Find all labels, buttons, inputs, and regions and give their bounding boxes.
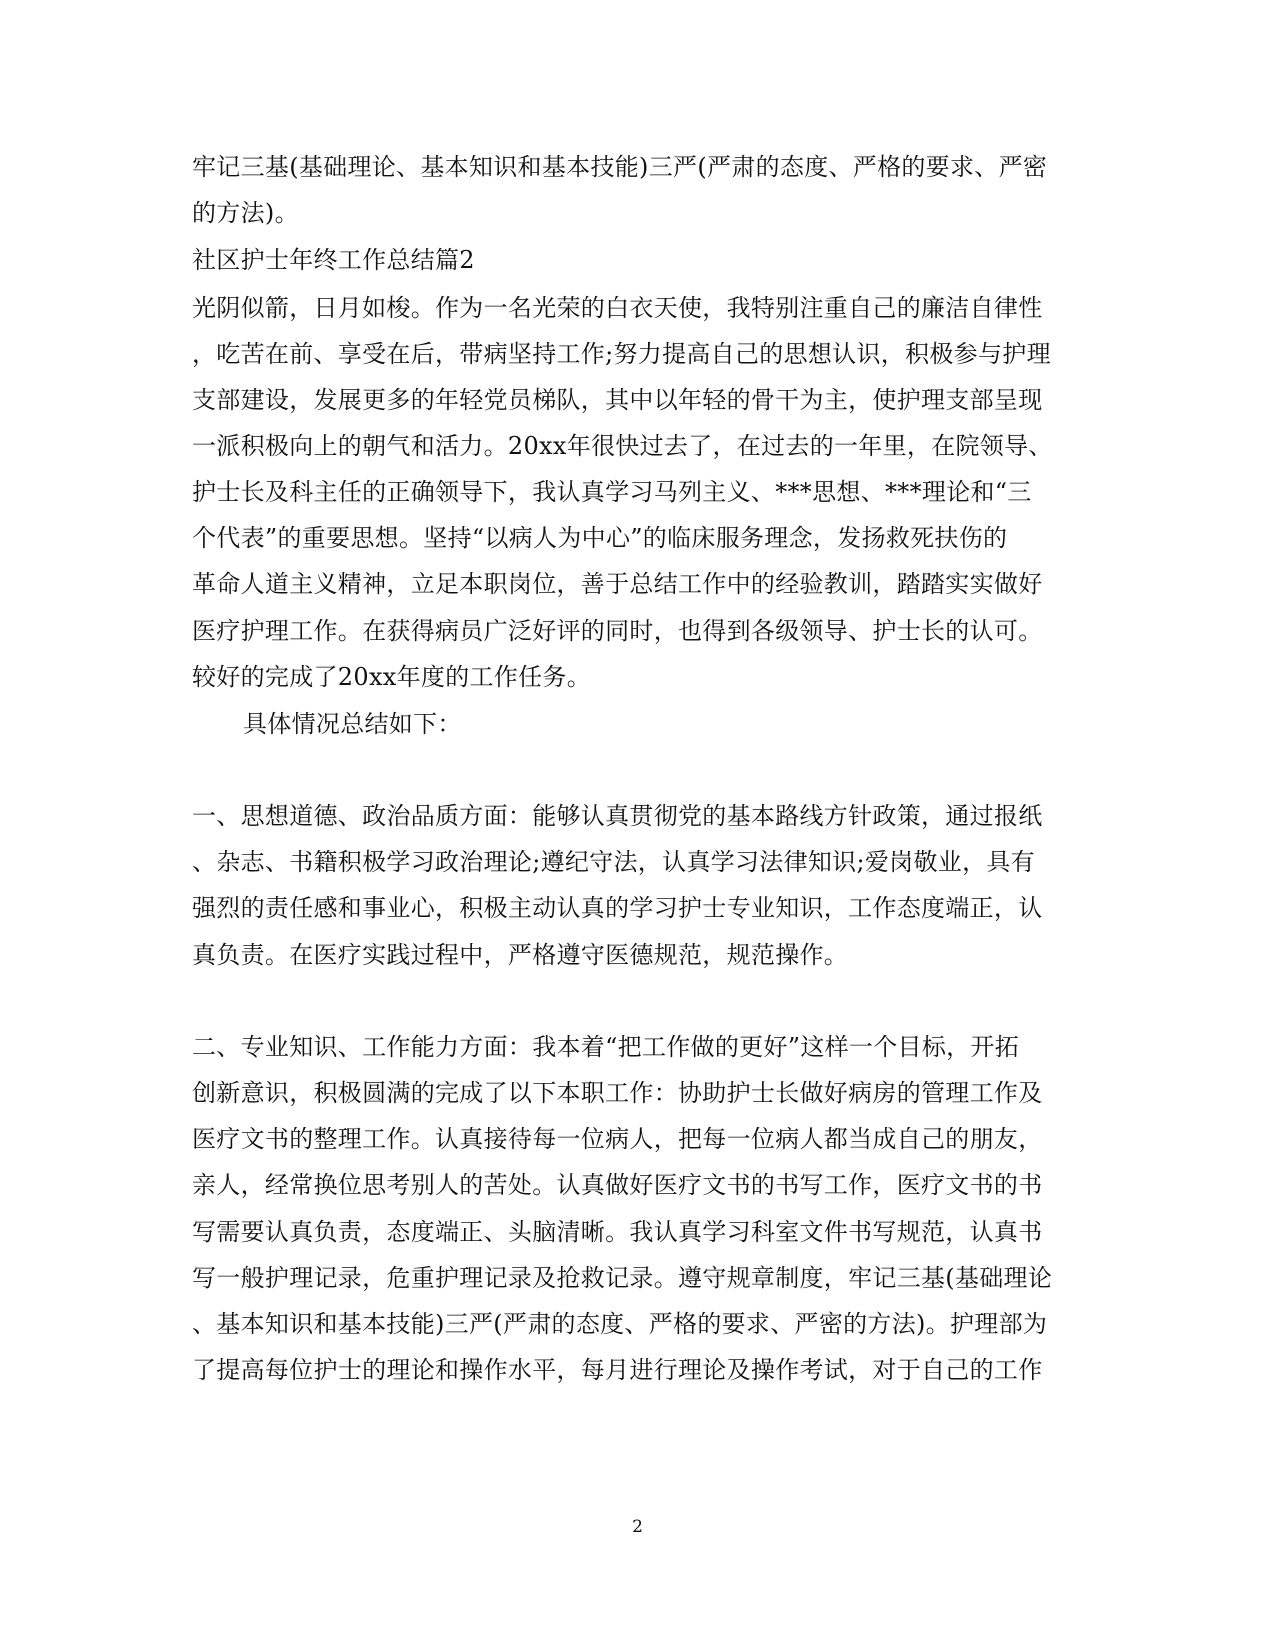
section-heading: 社区护士年终工作总结篇2 — [192, 246, 475, 274]
text-line: 了提高每位护士的理论和操作水平，每月进行理论及操作考试，对于自己的工作 — [192, 1356, 1043, 1384]
text-line: 、杂志、书籍积极学习政治理论;遵纪守法，认真学习法律知识;爱岗敬业，具有 — [192, 848, 1035, 876]
text-line: 护士长及科主任的正确领导下，我认真学习马列主义、***思想、***理论和“三 — [192, 478, 1032, 506]
text-line: 写一般护理记录，危重护理记录及抢救记录。遵守规章制度，牢记三基(基础理论 — [192, 1264, 1053, 1292]
text-line: 亲人，经常换位思考别人的苦处。认真做好医疗文书的书写工作，医疗文书的书 — [192, 1171, 1043, 1199]
text-line: 革命人道主义精神，立足本职岗位，善于总结工作中的经验教训，踏踏实实做好 — [192, 570, 1043, 598]
text-line: 具体情况总结如下： — [243, 710, 462, 738]
page-number: 2 — [632, 1517, 643, 1537]
text-line: 较好的完成了20xx年度的工作任务。 — [192, 663, 592, 691]
text-line: 牢记三基(基础理论、基本知识和基本技能)三严(严肃的态度、严格的要求、严密 — [192, 153, 1048, 181]
text-line: 二、专业知识、工作能力方面：我本着“把工作做的更好”这样一个目标，开拓 — [192, 1033, 1020, 1061]
text-line: 一派积极向上的朝气和活力。20xx年很快过去了，在过去的一年里，在院领导、 — [192, 432, 1053, 460]
text-line: 支部建设，发展更多的年轻党员梯队，其中以年轻的骨干为主，使护理支部呈现 — [192, 386, 1043, 414]
text-line: 光阴似箭，日月如梭。作为一名光荣的白衣天使，我特别注重自己的廉洁自律性 — [192, 294, 1043, 322]
text-line: 医疗文书的整理工作。认真接待每一位病人，把每一位病人都当成自己的朋友， — [192, 1125, 1043, 1153]
text-line: ，吃苦在前、享受在后，带病坚持工作;努力提高自己的思想认识，积极参与护理 — [192, 340, 1051, 368]
text-line: 一、思想道德、政治品质方面：能够认真贯彻党的基本路线方针政策，通过报纸 — [192, 802, 1043, 830]
text-line: 的方法)。 — [192, 199, 299, 227]
text-line: 强烈的责任感和事业心，积极主动认真的学习护士专业知识，工作态度端正，认 — [192, 894, 1043, 922]
text-line: 医疗护理工作。在获得病员广泛好评的同时，也得到各级领导、护士长的认可。 — [192, 617, 1043, 645]
text-line: 、基本知识和基本技能)三严(严肃的态度、严格的要求、严密的方法)。护理部为 — [192, 1310, 1048, 1338]
text-line: 真负责。在医疗实践过程中，严格遵守医德规范，规范操作。 — [192, 941, 849, 969]
text-line: 写需要认真负责，态度端正、头脑清晰。我认真学习科室文件书写规范，认真书 — [192, 1218, 1043, 1246]
text-line: 创新意识，积极圆满的完成了以下本职工作：协助护士长做好病房的管理工作及 — [192, 1079, 1043, 1107]
text-line: 个代表”的重要思想。坚持“以病人为中心”的临床服务理念，发扬救死扶伤的 — [192, 524, 1008, 552]
